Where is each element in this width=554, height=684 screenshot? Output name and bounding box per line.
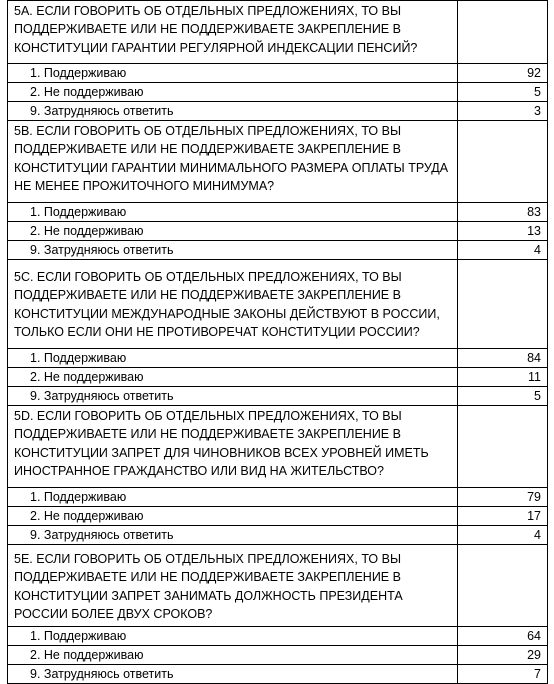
answer-label: 9. Затрудняюсь ответить [8, 665, 458, 683]
question-row [7, 406, 548, 488]
question-value-cell [458, 406, 547, 487]
answer-label: 9. Затрудняюсь ответить [8, 102, 458, 120]
answer-row [7, 627, 548, 646]
answer-label: 2. Не поддерживаю [8, 83, 458, 101]
question-value-cell [458, 121, 547, 202]
answer-value: 29 [527, 648, 541, 662]
answer-label: 1. Поддерживаю [8, 64, 458, 82]
question-value-cell [458, 545, 547, 626]
answer-row [7, 222, 548, 241]
answer-label: 1. Поддерживаю [8, 627, 458, 645]
answer-label: 1. Поддерживаю [8, 349, 458, 367]
answer-value: 11 [528, 370, 541, 384]
question-value-cell [458, 1, 547, 63]
question-text: 5В. ЕСЛИ ГОВОРИТЬ ОБ ОТДЕЛЬНЫХ ПРЕДЛОЖЕНИЯХ, ТО ВЫ ПОДДЕРЖИВАЕТЕ ИЛИ НЕ ПОДДЕРЖИВАЕТЕ ЗАКРЕПЛЕНИЕ В КОНСТИТУЦИИ ГАРАНТИИ МИНИМАЛЬНОГО РАЗМЕРА ОПЛАТЫ ТРУДА НЕ МЕНЕЕ ПРОЖИТОЧНОГО МИНИМУМА? [8, 121, 458, 202]
answer-row [7, 526, 548, 545]
answer-label: 2. Не поддерживаю [8, 646, 458, 664]
answer-value: 84 [527, 351, 541, 365]
answer-row [7, 349, 548, 368]
answer-label: 1. Поддерживаю [8, 488, 458, 506]
question-row [7, 545, 548, 627]
answer-value: 3 [534, 104, 541, 118]
question-row [7, 121, 548, 203]
question-text: 5С. ЕСЛИ ГОВОРИТЬ ОБ ОТДЕЛЬНЫХ ПРЕДЛОЖЕНИЯХ, ТО ВЫ ПОДДЕРЖИВАЕТЕ ИЛИ НЕ ПОДДЕРЖИВАЕТЕ ЗАКРЕПЛЕНИЕ В КОНСТИТУЦИИ МЕЖДУНАРОДНЫЕ ЗАКОНЫ ДЕЙСТВУЮТ В РОССИИ, ТОЛЬКО ЕСЛИ ОНИ НЕ ПРОТИВОРЕЧАТ КОНСТИТУЦИИ РОССИИ? [8, 260, 458, 348]
question-text: 5D. ЕСЛИ ГОВОРИТЬ ОБ ОТДЕЛЬНЫХ ПРЕДЛОЖЕНИЯХ, ТО ВЫ ПОДДЕРЖИВАЕТЕ ИЛИ НЕ ПОДДЕРЖИВАЕТЕ ЗАКРЕПЛЕНИЕ В КОНСТИТУЦИИ ЗАПРЕТ ДЛЯ ЧИНОВНИКОВ ВСЕХ УРОВНЕЙ ИМЕТЬ ИНОСТРАННОЕ ГРАЖДАНСТВО ИЛИ ВИД НА ЖИТЕЛЬСТВО? [8, 406, 458, 487]
answer-value: 5 [534, 85, 541, 99]
answer-row [7, 646, 548, 665]
answer-row [7, 83, 548, 102]
answer-row [7, 488, 548, 507]
answer-row [7, 507, 548, 526]
answer-value: 17 [527, 509, 541, 523]
answer-label: 1. Поддерживаю [8, 203, 458, 221]
answer-value: 83 [527, 205, 541, 219]
question-row [7, 260, 548, 349]
answer-row [7, 203, 548, 222]
answer-label: 9. Затрудняюсь ответить [8, 241, 458, 259]
answer-label: 9. Затрудняюсь ответить [8, 526, 458, 544]
answer-value: 92 [527, 66, 541, 80]
answer-value: 5 [534, 389, 541, 403]
survey-table [7, 0, 548, 684]
question-value-cell [458, 260, 547, 348]
answer-row [7, 665, 548, 684]
answer-row [7, 387, 548, 406]
answer-label: 2. Не поддерживаю [8, 368, 458, 386]
answer-row [7, 102, 548, 121]
answer-value: 64 [527, 629, 541, 643]
answer-value: 7 [534, 667, 541, 681]
answer-row [7, 64, 548, 83]
answer-label: 2. Не поддерживаю [8, 507, 458, 525]
question-text: 5Е. ЕСЛИ ГОВОРИТЬ ОБ ОТДЕЛЬНЫХ ПРЕДЛОЖЕНИЯХ, ТО ВЫ ПОДДЕРЖИВАЕТЕ ИЛИ НЕ ПОДДЕРЖИВАЕТЕ ЗАКРЕПЛЕНИЕ В КОНСТИТУЦИИ ЗАПРЕТ ЗАНИМАТЬ ДОЛЖНОСТЬ ПРЕЗИДЕНТА РОССИИ БОЛЕЕ ДВУХ СРОКОВ? [8, 545, 458, 626]
answer-value: 4 [534, 528, 541, 542]
answer-label: 9. Затрудняюсь ответить [8, 387, 458, 405]
answer-row [7, 241, 548, 260]
answer-value: 79 [527, 490, 541, 504]
question-text: 5А. ЕСЛИ ГОВОРИТЬ ОБ ОТДЕЛЬНЫХ ПРЕДЛОЖЕНИЯХ, ТО ВЫ ПОДДЕРЖИВАЕТЕ ИЛИ НЕ ПОДДЕРЖИВАЕТЕ ЗАКРЕПЛЕНИЕ В КОНСТИТУЦИИ ГАРАНТИИ РЕГУЛЯРНОЙ ИНДЕКСАЦИИ ПЕНСИЙ? [8, 1, 458, 63]
question-row [7, 0, 548, 64]
answer-value: 4 [534, 243, 541, 257]
answer-label: 2. Не поддерживаю [8, 222, 458, 240]
answer-row [7, 368, 548, 387]
answer-value: 13 [527, 224, 541, 238]
